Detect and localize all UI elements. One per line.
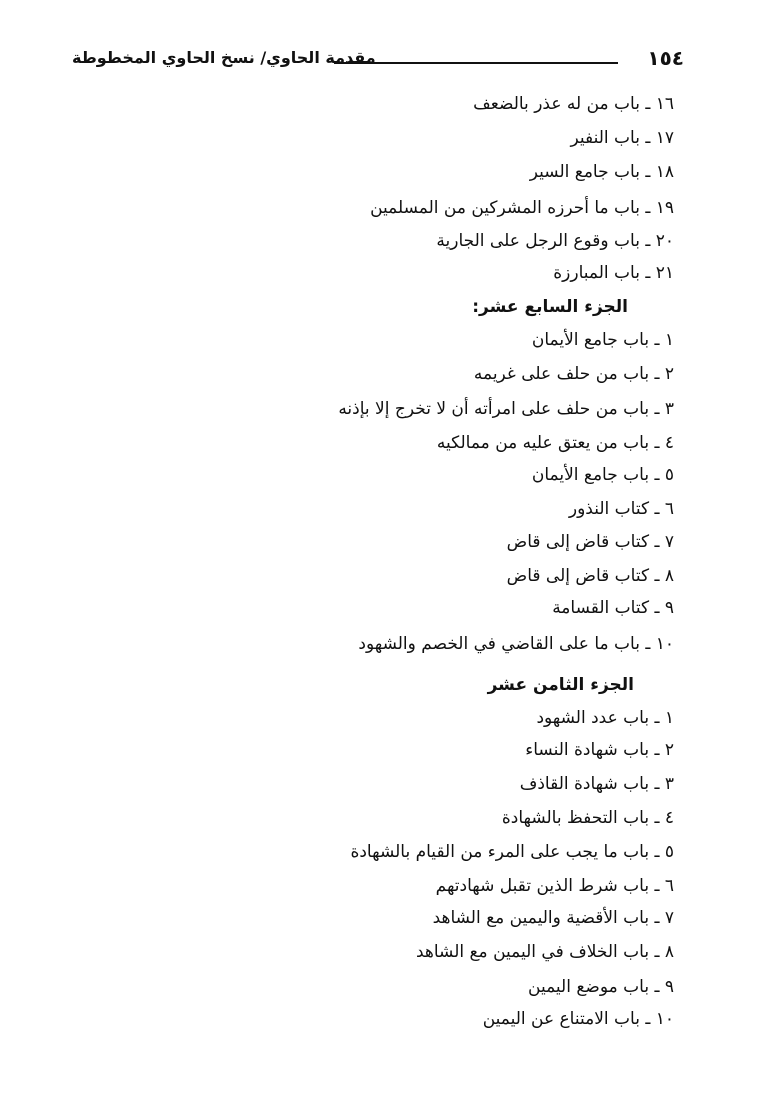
toc-entry: ٩ ـ باب موضع اليمين [528,977,674,997]
toc-entry: ٣ ـ باب من حلف على امرأته أن لا تخرج إلا بإذنه [338,399,674,419]
toc-entry: ٨ ـ كتاب قاض إلى قاض [506,566,674,586]
toc-entry: ١٠ ـ باب ما على القاضي في الخصم والشهود [358,634,674,654]
running-header [72,46,684,76]
section-heading: الجزء الثامن عشر [487,675,634,695]
toc-entry: ٤ ـ باب التحفظ بالشهادة [501,808,674,828]
section-heading: الجزء السابع عشر: [472,297,628,317]
toc-entry: ٢ ـ باب شهادة النساء [525,740,674,760]
toc-entry: ٢١ ـ باب المبارزة [553,263,674,283]
toc-entry: ٩ ـ كتاب القسامة [552,598,674,618]
running-title: مقدمة الحاوي/ نسخ الحاوي المخطوطة [72,48,376,67]
toc-entry: ١٠ ـ باب الامتناع عن اليمين [482,1009,674,1029]
toc-entry: ١ ـ باب عدد الشهود [536,708,674,728]
toc-entry: ٧ ـ باب الأقضية واليمين مع الشاهد [432,908,674,928]
toc-entry: ٥ ـ باب جامع الأيمان [531,465,674,485]
toc-entry: ٥ ـ باب ما يجب على المرء من القيام بالشهادة [350,842,674,862]
toc-entry: ١٦ ـ باب من له عذر بالضعف [473,94,674,114]
toc-entry: ٦ ـ باب شرط الذين تقبل شهادتهم [435,876,674,896]
toc-entry: ٣ ـ باب شهادة القاذف [519,774,674,794]
toc-entry: ٢٠ ـ باب وقوع الرجل على الجارية [436,231,674,251]
page-number: ١٥٤ [647,46,684,70]
toc-entry: ١٨ ـ باب جامع السير [529,162,674,182]
toc-entry: ١ ـ باب جامع الأيمان [531,330,674,350]
toc-entry: ١٧ ـ باب النفير [570,128,674,148]
toc-entry: ٦ ـ كتاب النذور [568,499,674,519]
toc-entry: ٨ ـ باب الخلاف في اليمين مع الشاهد [415,942,674,962]
toc-entry: ١٩ ـ باب ما أحرزه المشركين من المسلمين [370,198,674,218]
toc-entry: ٢ ـ باب من حلف على غريمه [473,364,674,384]
toc-entry: ٧ ـ كتاب قاض إلى قاض [506,532,674,552]
toc-entry: ٤ ـ باب من يعتق عليه من ممالكيه [436,433,674,453]
header-rule [334,62,618,64]
